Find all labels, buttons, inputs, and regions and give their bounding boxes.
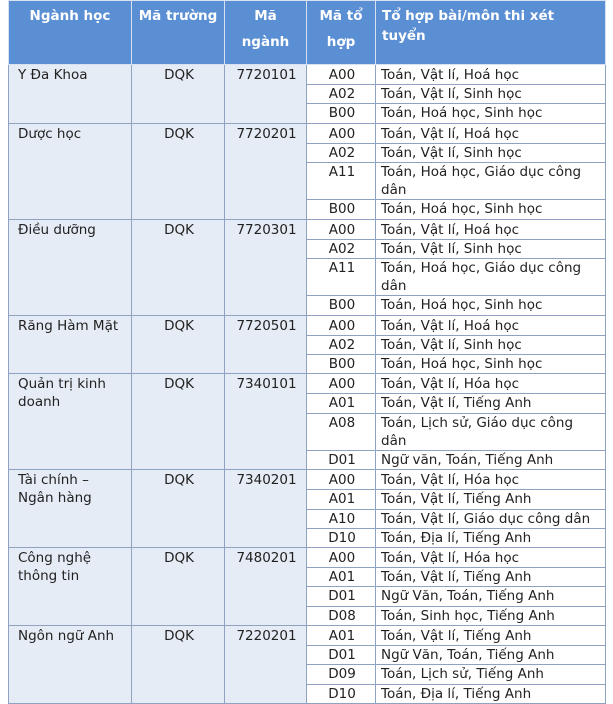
major-code: 7220201 <box>225 625 307 703</box>
combo-code: B00 <box>307 104 376 123</box>
header-school-code: Mã trường <box>132 1 225 65</box>
school-code: DQK <box>132 625 225 703</box>
combo-subjects: Toán, Vật lí, Hóa học <box>376 374 606 394</box>
combo-subjects: Toán, Vật lí, Tiếng Anh <box>376 490 606 509</box>
header-major: Ngành học <box>9 1 132 65</box>
combo-subjects: Toán, Hoá học, Giáo dục công dân <box>376 163 606 200</box>
combo-subjects: Toán, Địa lí, Tiếng Anh <box>376 528 606 547</box>
combo-subjects: Toán, Vật lí, Sinh học <box>376 335 606 354</box>
combo-subjects: Toán, Vật lí, Sinh học <box>376 85 606 104</box>
combo-code: D01 <box>307 587 376 606</box>
combo-code: B00 <box>307 200 376 219</box>
school-code: DQK <box>132 548 225 626</box>
combo-subjects: Ngữ Văn, Toán, Tiếng Anh <box>376 646 606 665</box>
header-combo-code: Mã tổ hợp <box>307 1 376 65</box>
combo-code: D09 <box>307 665 376 684</box>
school-code: DQK <box>132 123 225 219</box>
combo-subjects: Toán, Hoá học, Giáo dục công dân <box>376 259 606 296</box>
combo-subjects: Toán, Hoá học, Sinh học <box>376 355 606 374</box>
table-row <box>9 374 606 394</box>
major-name: Công nghệ thông tin <box>9 548 132 626</box>
combo-subjects: Toán, Vật lí, Tiếng Anh <box>376 625 606 645</box>
combo-code: D01 <box>307 646 376 665</box>
combo-code: A01 <box>307 568 376 587</box>
combo-code: B00 <box>307 296 376 315</box>
major-code: 7720301 <box>225 219 307 315</box>
header-row <box>9 1 606 65</box>
combo-subjects: Toán, Vật lí, Giáo dục công dân <box>376 509 606 528</box>
combo-subjects: Ngữ Văn, Toán, Tiếng Anh <box>376 587 606 606</box>
table-row <box>9 219 606 239</box>
combo-code: A11 <box>307 259 376 296</box>
combo-subjects: Toán, Địa lí, Tiếng Anh <box>376 684 606 703</box>
combo-code: A02 <box>307 335 376 354</box>
major-name: Răng Hàm Mặt <box>9 315 132 374</box>
major-code: 7340101 <box>225 374 307 470</box>
combo-code: A01 <box>307 490 376 509</box>
major-code: 7480201 <box>225 548 307 626</box>
combo-code: A11 <box>307 163 376 200</box>
combo-subjects: Toán, Vật lí, Tiếng Anh <box>376 568 606 587</box>
combo-subjects: Toán, Vật lí, Sinh học <box>376 143 606 162</box>
table-row <box>9 123 606 143</box>
combo-code: A01 <box>307 625 376 645</box>
major-code: 7720101 <box>225 65 307 124</box>
combo-subjects: Toán, Vật lí, Hóa học <box>376 470 606 490</box>
combo-code: A00 <box>307 123 376 143</box>
major-name: Quản trị kinh doanh <box>9 374 132 470</box>
school-code: DQK <box>132 219 225 315</box>
combo-subjects: Toán, Vật lí, Hóa học <box>376 548 606 568</box>
school-code: DQK <box>132 374 225 470</box>
school-code: DQK <box>132 315 225 374</box>
combo-code: A00 <box>307 219 376 239</box>
table-body <box>9 65 606 704</box>
combo-code: A00 <box>307 65 376 85</box>
combo-code: D10 <box>307 684 376 703</box>
major-name: Điều dưỡng <box>9 219 132 315</box>
combo-subjects: Toán, Hoá học, Sinh học <box>376 296 606 315</box>
header-major-code: Mã ngành <box>225 1 307 65</box>
table-row <box>9 548 606 568</box>
combo-subjects: Toán, Sinh học, Tiếng Anh <box>376 606 606 625</box>
combo-code: D01 <box>307 451 376 470</box>
major-code: 7340201 <box>225 470 307 548</box>
table-row <box>9 625 606 645</box>
combo-code: A00 <box>307 548 376 568</box>
header-subjects: Tổ hợp bài/môn thi xét tuyển <box>376 1 606 65</box>
combo-subjects: Toán, Hoá học, Sinh học <box>376 104 606 123</box>
combo-subjects: Toán, Lịch sử, Tiếng Anh <box>376 665 606 684</box>
combo-code: A01 <box>307 394 376 413</box>
major-code: 7720501 <box>225 315 307 374</box>
combo-subjects: Toán, Vật lí, Hoá học <box>376 123 606 143</box>
combo-code: A02 <box>307 143 376 162</box>
combo-subjects: Toán, Vật lí, Hoá học <box>376 65 606 85</box>
major-code: 7720201 <box>225 123 307 219</box>
major-name: Dược học <box>9 123 132 219</box>
combo-code: B00 <box>307 355 376 374</box>
combo-code: A08 <box>307 413 376 450</box>
major-name: Ngôn ngữ Anh <box>9 625 132 703</box>
combo-subjects: Toán, Hoá học, Sinh học <box>376 200 606 219</box>
combo-subjects: Toán, Vật lí, Hoá học <box>376 219 606 239</box>
combo-code: A00 <box>307 315 376 335</box>
admissions-table <box>8 0 606 704</box>
combo-code: A10 <box>307 509 376 528</box>
combo-subjects: Toán, Vật lí, Sinh học <box>376 239 606 258</box>
combo-code: A02 <box>307 239 376 258</box>
table-row <box>9 315 606 335</box>
combo-subjects: Toán, Vật lí, Hoá học <box>376 315 606 335</box>
combo-subjects: Ngữ văn, Toán, Tiếng Anh <box>376 451 606 470</box>
combo-code: A02 <box>307 85 376 104</box>
combo-subjects: Toán, Lịch sử, Giáo dục công dân <box>376 413 606 450</box>
major-name: Tài chính – Ngân hàng <box>9 470 132 548</box>
combo-subjects: Toán, Vật lí, Tiếng Anh <box>376 394 606 413</box>
table-row <box>9 65 606 85</box>
table-row <box>9 470 606 490</box>
combo-code: A00 <box>307 470 376 490</box>
major-name: Y Đa Khoa <box>9 65 132 124</box>
combo-code: D08 <box>307 606 376 625</box>
school-code: DQK <box>132 470 225 548</box>
school-code: DQK <box>132 65 225 124</box>
combo-code: A00 <box>307 374 376 394</box>
combo-code: D10 <box>307 528 376 547</box>
